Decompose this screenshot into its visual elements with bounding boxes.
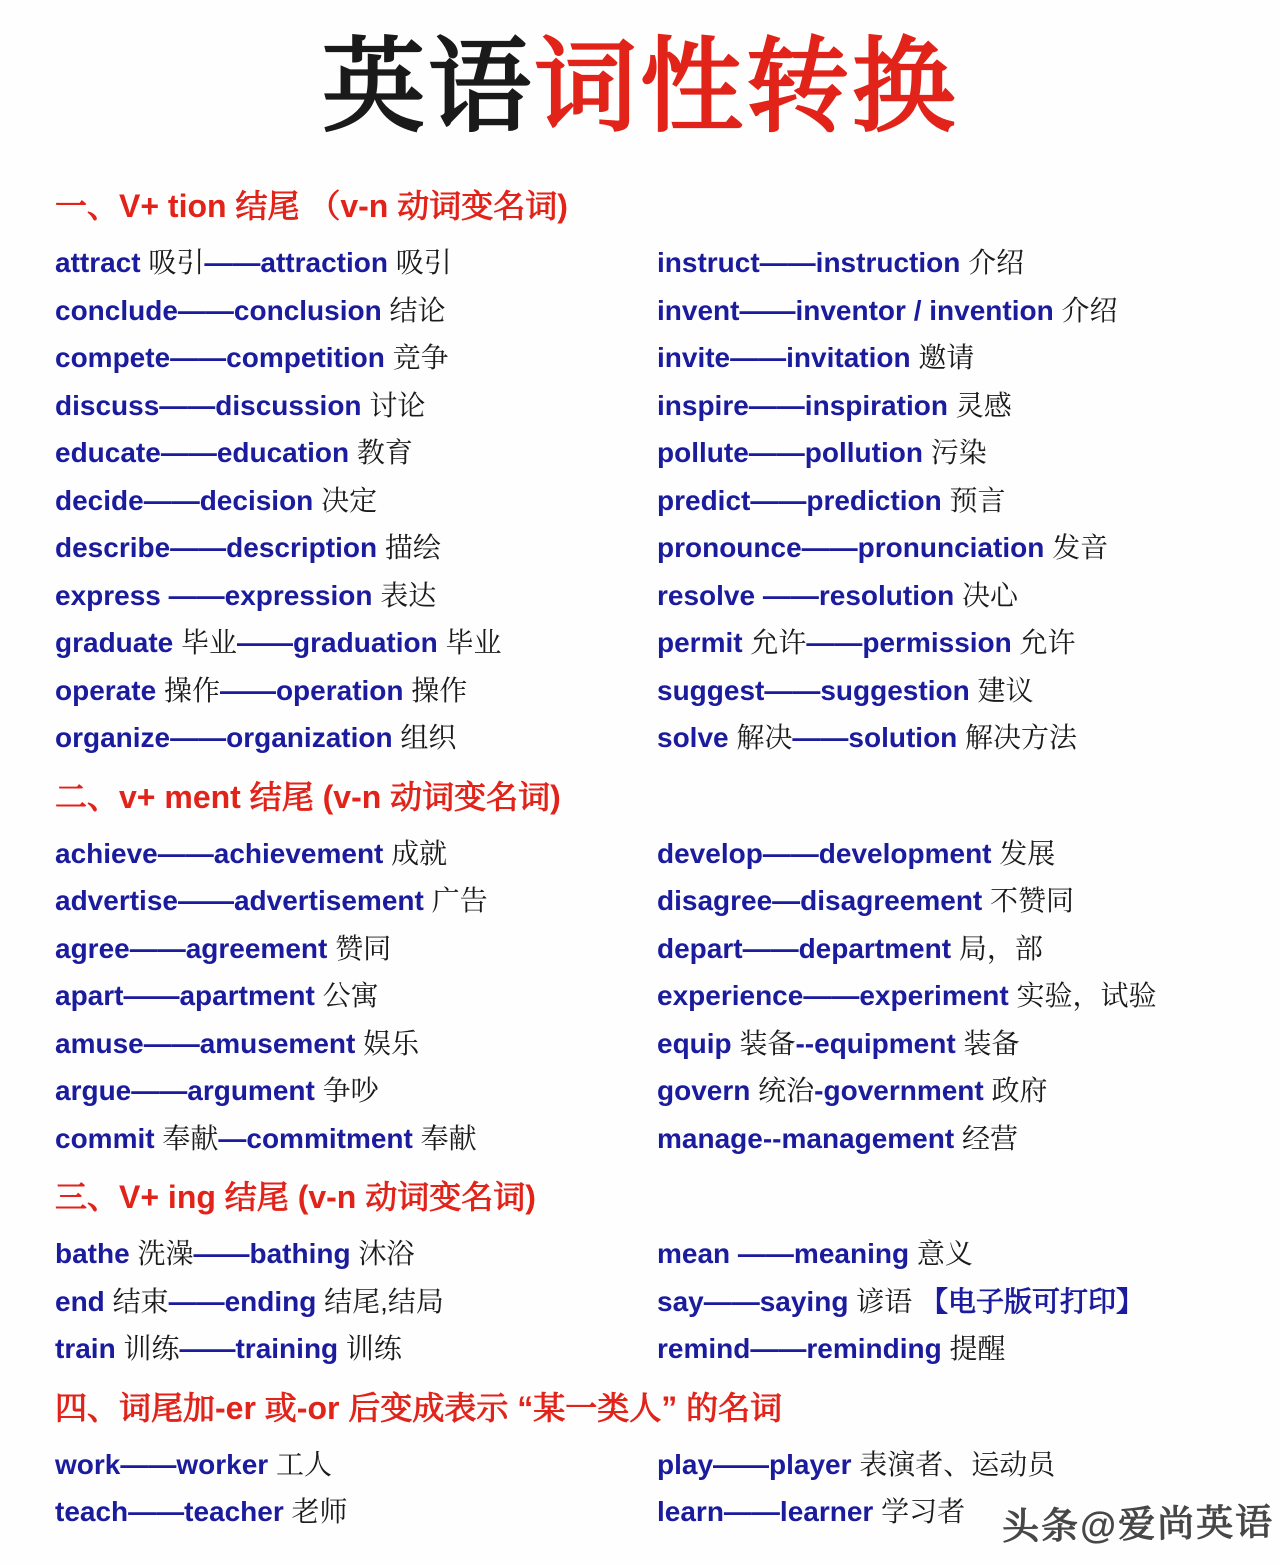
word-pair-row xyxy=(657,572,1250,620)
section-2 xyxy=(55,777,1250,1163)
word-pair-row xyxy=(657,1278,1250,1326)
chinese-translation-segment: 意义 xyxy=(909,1238,973,1269)
word-pair-row xyxy=(657,619,1250,667)
word-pair-row xyxy=(657,830,1250,878)
word-pair-row xyxy=(657,524,1250,572)
chinese-translation-segment: 组织 xyxy=(392,722,457,753)
chinese-translation-segment: 发展 xyxy=(991,837,1056,869)
chinese-translation-segment: 解决 xyxy=(736,722,793,753)
english-word-segment: decide——decision xyxy=(55,484,314,516)
word-pair-row xyxy=(657,1325,1250,1373)
word-pair-row xyxy=(55,524,657,572)
word-pair-row xyxy=(657,334,1250,382)
english-word-segment: -government xyxy=(814,1075,984,1106)
right-column xyxy=(657,239,1250,762)
chinese-translation-segment: 允许 xyxy=(1011,627,1076,658)
left-column xyxy=(55,1441,657,1536)
english-word-segment: instruct——instruction xyxy=(657,247,961,278)
section-heading: 四、词尾加-er 或-or 后变成表示 “某一类人” 的名词 xyxy=(55,1389,783,1426)
chinese-translation-segment: 训练 xyxy=(123,1333,180,1364)
chinese-translation-segment: 装备 xyxy=(739,1027,796,1059)
section-columns xyxy=(55,239,1250,762)
chinese-translation-segment: 争吵 xyxy=(314,1075,379,1106)
word-pair-row xyxy=(657,714,1250,762)
chinese-translation-segment: 介绍 xyxy=(960,247,1025,278)
chinese-translation-segment: 发音 xyxy=(1044,532,1109,563)
english-word-segment: equip xyxy=(657,1027,740,1059)
chinese-translation-segment: 奉献 xyxy=(412,1122,477,1154)
word-pair-row xyxy=(657,972,1250,1020)
word-pair-row xyxy=(55,830,657,878)
word-pair-row xyxy=(55,1230,657,1278)
english-word-segment: invent——inventor / invention xyxy=(657,294,1054,326)
section-3 xyxy=(55,1177,1250,1373)
sections-container xyxy=(0,186,1280,1536)
english-word-segment: operate xyxy=(55,674,164,706)
english-word-segment: attract xyxy=(55,247,149,278)
english-word-segment: predict——prediction xyxy=(657,484,942,516)
word-pair-row xyxy=(55,572,657,620)
chinese-translation-segment: 决定 xyxy=(313,484,378,516)
word-pair-row xyxy=(55,1115,657,1163)
section-columns xyxy=(55,830,1250,1163)
chinese-translation-segment: 竞争 xyxy=(384,342,449,373)
word-pair-row xyxy=(657,877,1250,925)
english-word-segment: amuse——amusement xyxy=(55,1027,356,1059)
english-word-segment: organize——organization xyxy=(55,722,393,753)
chinese-translation-segment: 不赞同 xyxy=(982,885,1075,916)
word-pair-row xyxy=(55,877,657,925)
right-column xyxy=(657,830,1250,1163)
chinese-translation-segment: 统治 xyxy=(758,1075,815,1106)
english-word-segment: teach——teacher xyxy=(55,1496,284,1527)
title-black-part: 英语 xyxy=(322,29,534,144)
word-pair-row xyxy=(657,1067,1250,1115)
chinese-translation-segment: 吸引 xyxy=(148,247,205,278)
english-word-segment: 【电子版可打印】 xyxy=(919,1285,1144,1317)
word-pair-row xyxy=(657,1441,1250,1489)
english-word-segment: ——ending xyxy=(168,1285,317,1317)
english-word-segment: pollute——pollution xyxy=(657,437,923,468)
word-pair-row xyxy=(657,429,1250,477)
english-word-segment: ——bathing xyxy=(193,1238,351,1269)
english-word-segment: ——permission xyxy=(806,627,1012,658)
section-columns xyxy=(55,1230,1250,1373)
english-word-segment: develop——development xyxy=(657,837,992,869)
chinese-translation-segment: 解决方法 xyxy=(957,722,1078,753)
english-word-segment: describe——description xyxy=(55,532,378,563)
word-pair-row xyxy=(657,382,1250,430)
chinese-translation-segment: 预言 xyxy=(941,484,1006,516)
english-word-segment: depart——department xyxy=(657,932,952,964)
chinese-translation-segment: 污染 xyxy=(922,437,987,468)
word-pair-row xyxy=(55,1325,657,1373)
english-word-segment: train xyxy=(55,1333,124,1364)
chinese-translation-segment: 老师 xyxy=(283,1496,348,1527)
word-pair-row xyxy=(657,1230,1250,1278)
word-pair-row xyxy=(55,1488,657,1536)
chinese-translation-segment: 公寓 xyxy=(314,980,379,1011)
chinese-translation-segment: 决心 xyxy=(954,579,1018,611)
chinese-translation-segment: 结论 xyxy=(381,294,446,326)
title-red-part: 词性转换 xyxy=(534,29,958,144)
section-heading: 三、V+ ing 结尾 (v-n 动词变名词) xyxy=(55,1179,536,1215)
word-pair-row xyxy=(55,1441,657,1489)
chinese-translation-segment: 结束 xyxy=(112,1285,169,1317)
chinese-translation-segment: 赞同 xyxy=(327,932,392,964)
word-pair-row xyxy=(55,1020,657,1068)
chinese-translation-segment: 灵感 xyxy=(947,389,1012,421)
word-pair-row xyxy=(55,1067,657,1115)
word-pair-row xyxy=(55,1278,657,1326)
chinese-translation-segment: 实验，试验 xyxy=(1008,980,1157,1011)
english-word-segment: ——solution xyxy=(792,722,958,753)
word-pair-row xyxy=(55,477,657,525)
english-word-segment: resolve ——resolution xyxy=(657,579,955,611)
english-word-segment: permit xyxy=(657,627,751,658)
english-word-segment: commit xyxy=(55,1122,163,1154)
english-word-segment: pronounce——pronunciation xyxy=(657,532,1045,563)
word-pair-row xyxy=(657,1115,1250,1163)
word-pair-row xyxy=(55,334,657,382)
section-heading: 二、v+ ment 结尾 (v-n 动词变名词) xyxy=(55,778,561,815)
english-word-segment: ——training xyxy=(179,1333,339,1364)
chinese-translation-segment: 毕业 xyxy=(181,627,238,658)
english-word-segment: invite——invitation xyxy=(657,342,911,373)
word-pair-row xyxy=(657,287,1250,335)
word-pair-row xyxy=(657,925,1250,973)
english-word-segment: mean ——meaning xyxy=(657,1238,910,1269)
english-word-segment: remind——reminding xyxy=(657,1333,942,1364)
right-column xyxy=(657,1230,1250,1373)
word-pair-row xyxy=(657,1020,1250,1068)
chinese-translation-segment: 娱乐 xyxy=(355,1027,420,1059)
word-pair-row xyxy=(657,477,1250,525)
word-pair-row xyxy=(55,619,657,667)
english-word-segment: ——graduation xyxy=(237,627,438,658)
english-word-segment: argue——argument xyxy=(55,1075,315,1106)
english-word-segment: achieve——achievement xyxy=(55,837,384,869)
chinese-translation-segment: 工人 xyxy=(268,1448,332,1480)
chinese-translation-segment: 描绘 xyxy=(377,532,441,563)
word-pair-row xyxy=(55,667,657,715)
chinese-translation-segment: 表演者、运动员 xyxy=(851,1448,1056,1480)
page-title xyxy=(0,26,1280,148)
chinese-translation-segment: 沐浴 xyxy=(350,1238,415,1269)
word-pair-row xyxy=(657,667,1250,715)
chinese-translation-segment: 操作 xyxy=(163,674,220,706)
chinese-translation-segment: 表达 xyxy=(372,579,437,611)
english-word-segment: manage--management xyxy=(657,1122,955,1154)
chinese-translation-segment: 结尾,结局 xyxy=(316,1285,444,1317)
english-word-segment: work——worker xyxy=(55,1448,269,1480)
chinese-translation-segment: 毕业 xyxy=(437,627,502,658)
word-pair-row xyxy=(55,382,657,430)
english-word-segment: discuss——discussion xyxy=(55,389,362,421)
chinese-translation-segment: 讨论 xyxy=(361,389,426,421)
word-pair-row xyxy=(55,972,657,1020)
english-word-segment: solve xyxy=(657,722,737,753)
chinese-translation-segment: 谚语 xyxy=(848,1285,920,1317)
english-word-segment: govern xyxy=(657,1075,759,1106)
english-word-segment: —commitment xyxy=(218,1122,413,1154)
word-pair-row xyxy=(55,287,657,335)
english-word-segment: --equipment xyxy=(795,1027,956,1059)
chinese-translation-segment: 奉献 xyxy=(162,1122,219,1154)
english-word-segment: ——operation xyxy=(219,674,404,706)
english-word-segment: say——saying xyxy=(657,1285,849,1317)
chinese-translation-segment: 操作 xyxy=(403,674,468,706)
chinese-translation-segment: 允许 xyxy=(750,627,807,658)
english-word-segment: agree——agreement xyxy=(55,932,328,964)
chinese-translation-segment: 广告 xyxy=(423,885,488,916)
chinese-translation-segment: 训练 xyxy=(338,1333,402,1364)
chinese-translation-segment: 邀请 xyxy=(910,342,975,373)
left-column xyxy=(55,239,657,762)
chinese-translation-segment: 学习者 xyxy=(873,1496,966,1527)
word-pair-row xyxy=(55,429,657,477)
english-word-segment: advertise——advertisement xyxy=(55,885,424,916)
chinese-translation-segment: 成就 xyxy=(383,837,448,869)
english-word-segment: compete——competition xyxy=(55,342,385,373)
chinese-translation-segment: 提醒 xyxy=(941,1333,1006,1364)
english-word-segment: express ——expression xyxy=(55,579,373,611)
chinese-translation-segment: 洗澡 xyxy=(137,1238,194,1269)
watermark: 头条@爱尚英语 xyxy=(1001,1501,1275,1548)
english-word-segment: ——attraction xyxy=(204,247,388,278)
word-pair-row xyxy=(657,239,1250,287)
english-word-segment: inspire——inspiration xyxy=(657,389,948,421)
english-word-segment: end xyxy=(55,1285,113,1317)
chinese-translation-segment: 吸引 xyxy=(387,247,452,278)
word-pair-row xyxy=(55,714,657,762)
english-word-segment: educate——education xyxy=(55,437,350,468)
chinese-translation-segment: 教育 xyxy=(349,437,413,468)
english-word-segment: bathe xyxy=(55,1238,138,1269)
left-column xyxy=(55,1230,657,1373)
english-word-segment: play——player xyxy=(657,1448,852,1480)
english-word-segment: suggest——suggestion xyxy=(657,674,970,706)
chinese-translation-segment: 装备 xyxy=(955,1027,1020,1059)
word-pair-row xyxy=(55,239,657,287)
english-word-segment: disagree—disagreement xyxy=(657,885,983,916)
chinese-translation-segment: 经营 xyxy=(954,1122,1018,1154)
section-heading: 一、V+ tion 结尾 （v-n 动词变名词) xyxy=(55,188,568,224)
english-word-segment: conclude——conclusion xyxy=(55,294,382,326)
english-word-segment: learn——learner xyxy=(657,1496,874,1527)
english-word-segment: graduate xyxy=(55,627,182,658)
left-column xyxy=(55,830,657,1163)
chinese-translation-segment: 局，部 xyxy=(951,932,1043,964)
english-word-segment: experience——experiment xyxy=(657,980,1009,1011)
chinese-translation-segment: 介绍 xyxy=(1053,294,1118,326)
english-word-segment: apart——apartment xyxy=(55,980,315,1011)
word-pair-row xyxy=(55,925,657,973)
chinese-translation-segment: 建议 xyxy=(969,674,1034,706)
chinese-translation-segment: 政府 xyxy=(983,1075,1048,1106)
section-1 xyxy=(55,186,1250,762)
